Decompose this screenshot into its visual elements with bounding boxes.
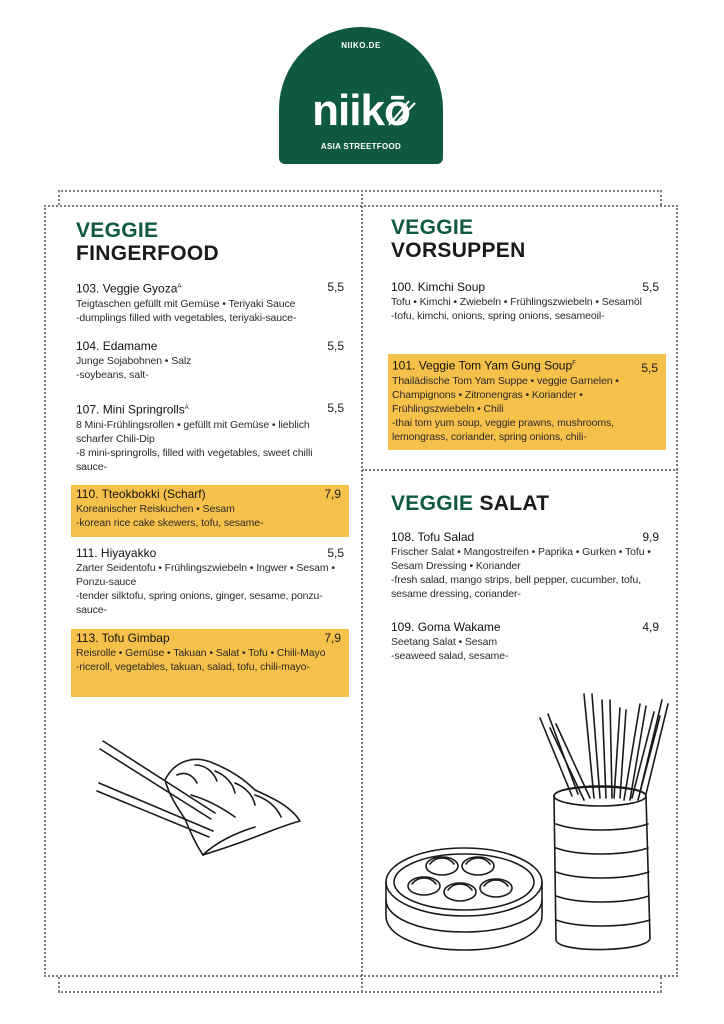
item-price: 7,9	[324, 631, 341, 645]
item-desc-de: 8 Mini-Frühlingsrollen • gefüllt mit Gemüse • lieblich scharfer Chili-Dip	[76, 418, 310, 445]
section-title-line1: VEGGIE	[391, 216, 474, 239]
item-desc-de: Seetang Salat • Sesam	[391, 636, 498, 648]
column-divider	[361, 190, 363, 992]
item-price: 5,5	[641, 361, 658, 375]
brand-tagline: ASIA STREETFOOD	[320, 142, 402, 151]
item-desc-en: -riceroll, vegetables, takuan, salad, tofu, chili-mayo-	[76, 661, 310, 673]
item-name: 109. Goma Wakame	[391, 620, 501, 634]
menu-item	[76, 546, 344, 617]
menu-item	[391, 530, 659, 601]
menu-item-highlighted	[71, 629, 349, 697]
brand-site: NIIKO.DE	[341, 41, 381, 50]
section-title-line2: FINGERFOOD	[76, 242, 219, 265]
allergen-marker: A	[184, 405, 189, 411]
item-desc-de: Tofu • Kimchi • Zwiebeln • Frühlingszwiebeln • Sesamöl	[391, 296, 642, 308]
section-title-fingerfood	[76, 219, 219, 265]
item-desc-en: -seaweed salad, sesame-	[391, 650, 509, 662]
section-divider	[362, 469, 678, 471]
menu-item	[391, 280, 659, 323]
item-desc-de: Frischer Salat • Mangostreifen • Paprika • Gurken • Tofu • Sesam Dressing • Koriander	[391, 546, 651, 572]
brand-name: niikō	[312, 86, 410, 135]
menu-item	[391, 620, 659, 663]
allergen-marker: A	[177, 284, 182, 290]
menu-item-highlighted	[388, 354, 666, 450]
menu-item	[76, 280, 344, 325]
section-title-line2: VORSUPPEN	[391, 239, 526, 262]
item-name: 103. Veggie Gyoza	[76, 281, 178, 296]
chopsticks-cup-illustration	[528, 688, 673, 958]
dumpling-chopsticks-illustration	[95, 735, 310, 865]
item-desc-de: Teigtaschen gefüllt mit Gemüse • Teriyaki Sauce	[76, 297, 296, 310]
frame-corner	[660, 190, 662, 205]
section-title-line1: VEGGIE	[76, 219, 159, 242]
item-price: 4,9	[642, 620, 659, 634]
item-desc-de: Koreanischer Reiskuchen • Sesam	[76, 503, 235, 515]
item-desc-en: -thai tom yum soup, veggie prawns, mushrooms, lemongrass, coriander, spring onions, chili-	[392, 416, 614, 443]
item-desc-de: Thailädische Tom Yam Suppe • veggie Garnelen • Champignons • Zitronengras • Koriander • Frühlingszwiebeln • Chili	[392, 374, 619, 415]
steamer-basket-illustration	[380, 838, 548, 956]
section-title-salat	[391, 492, 549, 515]
section-title-vorsuppen	[391, 216, 526, 262]
item-name: 104. Edamame	[76, 339, 158, 353]
item-name: 111. Hiyayakko	[76, 546, 157, 560]
frame-corner	[660, 977, 662, 992]
item-desc-en: -tofu, kimchi, onions, spring onions, sesameoil-	[391, 310, 605, 322]
item-name: 100. Kimchi Soup	[391, 280, 486, 294]
item-desc-en: -soybeans, salt-	[76, 369, 149, 381]
item-price: 5,5	[327, 280, 344, 294]
frame-divider-top	[58, 190, 662, 192]
allergen-marker: F	[572, 361, 576, 367]
menu-item	[76, 401, 344, 474]
item-desc-en: -tender silktofu, spring onions, ginger, sesame, ponzu-sauce-	[76, 590, 323, 616]
menu-item-highlighted	[71, 485, 349, 537]
frame-divider-bottom	[58, 991, 662, 993]
section-title-part2: SALAT	[479, 492, 550, 515]
item-desc-en: -8 mini-springrolls, filled with vegetables, sweet chilli sauce-	[76, 446, 313, 473]
menu-item	[76, 339, 344, 382]
item-price: 5,5	[642, 280, 659, 294]
item-desc-en: -dumplings filled with vegetables, teriyaki-sauce-	[76, 311, 297, 324]
section-title-part1: VEGGIE	[391, 492, 474, 515]
item-desc-en: -korean rice cake skewers, tofu, sesame-	[76, 517, 264, 529]
item-name: 110. Tteokbokki (Scharf)	[76, 487, 206, 501]
item-desc-de: Zarter Seidentofu • Frühlingszwiebeln • Ingwer • Sesam • Ponzu-sauce	[76, 562, 335, 588]
item-desc-de: Reisrolle • Gemüse • Takuan • Salat • Tofu • Chili-Mayo	[76, 647, 326, 659]
item-price: 7,9	[324, 487, 341, 501]
item-price: 5,5	[327, 546, 344, 560]
brand-logo	[279, 27, 443, 164]
frame-corner	[58, 977, 60, 992]
frame-corner	[58, 190, 60, 205]
item-name: 113. Tofu Gimbap	[76, 631, 170, 645]
item-price: 5,5	[327, 401, 344, 415]
item-name: 101. Veggie Tom Yam Gung Soup	[392, 358, 573, 373]
item-price: 5,5	[327, 339, 344, 353]
item-name: 108. Tofu Salad	[391, 530, 475, 544]
item-desc-de: Junge Sojabohnen • Salz	[76, 355, 192, 367]
item-name: 107. Mini Springrolls	[76, 402, 185, 417]
item-price: 9,9	[642, 530, 659, 544]
item-desc-en: -fresh salad, mango strips, bell pepper, cucumber, tofu, sesame dressing, coriander-	[391, 574, 642, 600]
